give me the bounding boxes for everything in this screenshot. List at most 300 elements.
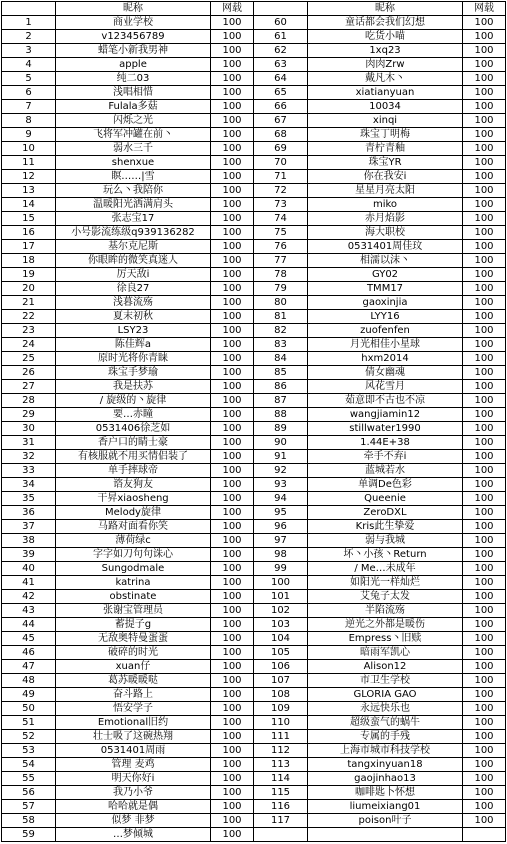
index-cell-left: 48 (2, 674, 56, 688)
nickname-cell-right: 肉肉Zrw (308, 58, 463, 72)
table-row (2, 688, 506, 702)
value-cell-right: 100 (463, 268, 506, 282)
nickname-cell-right: 星星月亮太阳 (308, 184, 463, 198)
nickname-cell-left: 珠宝手梦瑜 (56, 366, 211, 380)
header-cell-value-right: 网载 (463, 2, 506, 16)
nickname-cell-right: 赤月焰影 (308, 212, 463, 226)
value-cell-left: 100 (211, 282, 254, 296)
index-cell-left: 9 (2, 128, 56, 142)
value-cell-left: 100 (211, 296, 254, 310)
value-cell-left: 100 (211, 198, 254, 212)
value-cell-left: 100 (211, 758, 254, 772)
index-cell-right: 97 (254, 534, 308, 548)
table-row (2, 534, 506, 548)
nickname-cell-left: 马路对面看你笑 (56, 520, 211, 534)
table-row (2, 800, 506, 814)
nickname-cell-left: katrina (56, 576, 211, 590)
table-row (2, 772, 506, 786)
index-cell-right: 88 (254, 408, 308, 422)
value-cell-right: 100 (463, 212, 506, 226)
nickname-cell-left: 蓄提子g (56, 618, 211, 632)
value-cell-right: 100 (463, 254, 506, 268)
table-row (2, 828, 506, 842)
nickname-cell-left: 要…赤瞳 (56, 408, 211, 422)
nickname-cell-left: obstinate (56, 590, 211, 604)
table-row (2, 226, 506, 240)
index-cell-right: 86 (254, 380, 308, 394)
value-cell-left: 100 (211, 464, 254, 478)
nickname-cell-left: 浅唱相惜 (56, 86, 211, 100)
nickname-cell-right: miko (308, 198, 463, 212)
table-row (2, 492, 506, 506)
nickname-cell-right: 暗雨军凯心 (308, 646, 463, 660)
index-cell-left: 18 (2, 254, 56, 268)
nickname-cell-right: 单调De色彩 (308, 478, 463, 492)
index-cell-left: 49 (2, 688, 56, 702)
value-cell-left: 100 (211, 352, 254, 366)
value-cell-right: 100 (463, 744, 506, 758)
value-cell-left: 100 (211, 576, 254, 590)
table-row (2, 58, 506, 72)
index-cell-right: 65 (254, 86, 308, 100)
nickname-cell-left: 陈佳辉a (56, 338, 211, 352)
index-cell-left: 45 (2, 632, 56, 646)
value-cell-right: 100 (463, 30, 506, 44)
value-cell-left: 100 (211, 450, 254, 464)
value-cell-left: 100 (211, 492, 254, 506)
index-cell-right: 72 (254, 184, 308, 198)
value-cell-right: 100 (463, 576, 506, 590)
value-cell-left: 100 (211, 436, 254, 450)
nickname-cell-left: 哈哈就是偶 (56, 800, 211, 814)
nickname-cell-right: ZeroDXL (308, 506, 463, 520)
index-cell-right: 116 (254, 800, 308, 814)
index-cell-right: 61 (254, 30, 308, 44)
nickname-cell-left: 香户口的睛士豪 (56, 436, 211, 450)
nickname-cell-right: 如阳光一样灿烂 (308, 576, 463, 590)
index-cell-left: 44 (2, 618, 56, 632)
value-cell-right: 100 (463, 520, 506, 534)
value-cell-left: 100 (211, 702, 254, 716)
index-cell-left: 54 (2, 758, 56, 772)
nickname-cell-left: 蜡笔小新我男神 (56, 44, 211, 58)
nickname-cell-left: 谘友狗友 (56, 478, 211, 492)
nickname-cell-left: 浅暮流殇 (56, 296, 211, 310)
index-cell-right: 83 (254, 338, 308, 352)
nickname-cell-left: Sungodmale (56, 562, 211, 576)
nickname-cell-left: 厉天敌i (56, 268, 211, 282)
nickname-cell-left: 奋斗路上 (56, 688, 211, 702)
index-cell-right: 69 (254, 142, 308, 156)
nickname-cell-right: Queenie (308, 492, 463, 506)
value-cell-left: 100 (211, 338, 254, 352)
index-cell-right: 67 (254, 114, 308, 128)
index-cell-right: 91 (254, 450, 308, 464)
nickname-cell-right: wangjiamin12 (308, 408, 463, 422)
table-row (2, 72, 506, 86)
index-cell-right: 77 (254, 254, 308, 268)
table-row (2, 16, 506, 30)
nickname-cell-right: 10034 (308, 100, 463, 114)
index-cell-right: 110 (254, 716, 308, 730)
index-cell-right: 78 (254, 268, 308, 282)
nickname-cell-left: 商业学校 (56, 16, 211, 30)
index-cell-left: 6 (2, 86, 56, 100)
value-cell-right: 100 (463, 548, 506, 562)
value-cell-left: 100 (211, 828, 254, 842)
value-cell-right: 100 (463, 114, 506, 128)
value-cell-right: 100 (463, 72, 506, 86)
nickname-cell-left: 0531406徐芝如 (56, 422, 211, 436)
nickname-cell-left: 单手摔球帝 (56, 464, 211, 478)
index-cell-right: 101 (254, 590, 308, 604)
value-cell-right: 100 (463, 184, 506, 198)
index-cell-right: 94 (254, 492, 308, 506)
value-cell-left: 100 (211, 156, 254, 170)
nickname-cell-left: LSY23 (56, 324, 211, 338)
value-cell-left: 100 (211, 240, 254, 254)
value-cell-right: 100 (463, 436, 506, 450)
table-body (2, 2, 506, 842)
table-row (2, 590, 506, 604)
index-cell-left: 37 (2, 520, 56, 534)
value-cell-left: 100 (211, 226, 254, 240)
nickname-cell-right: xiatianyuan (308, 86, 463, 100)
value-cell-right: 100 (463, 492, 506, 506)
nickname-cell-left: 壮士吸了这碗热翔 (56, 730, 211, 744)
nickname-cell-right: 0531401周佳玟 (308, 240, 463, 254)
value-cell-left: 100 (211, 310, 254, 324)
nickname-cell-right: 海大职校 (308, 226, 463, 240)
index-cell-left: 50 (2, 702, 56, 716)
value-cell-left: 100 (211, 660, 254, 674)
value-cell-right: 100 (463, 618, 506, 632)
index-cell-right: 81 (254, 310, 308, 324)
value-cell-left: 100 (211, 520, 254, 534)
nickname-cell-right: 蓝城若水 (308, 464, 463, 478)
header-cell-nickname-left: 昵称 (56, 2, 211, 16)
value-cell-right: 100 (463, 688, 506, 702)
index-cell-right: 79 (254, 282, 308, 296)
index-cell-right: 87 (254, 394, 308, 408)
table-row (2, 758, 506, 772)
nickname-cell-left: 你眼眸的微笑真迷人 (56, 254, 211, 268)
nickname-cell-left: 闪烁之光 (56, 114, 211, 128)
table-row (2, 296, 506, 310)
nickname-cell-right: 咖啡匙卜怀想 (308, 786, 463, 800)
nickname-cell-left: 我乃小爷 (56, 786, 211, 800)
nickname-cell-left: xuan仔 (56, 660, 211, 674)
header-cell-nickname-right: 昵称 (308, 2, 463, 16)
index-cell-right: 73 (254, 198, 308, 212)
value-cell-right: 100 (463, 156, 506, 170)
value-cell-right: 100 (463, 44, 506, 58)
value-cell-right: 100 (463, 296, 506, 310)
index-cell-left: 15 (2, 212, 56, 226)
value-cell-right: 100 (463, 282, 506, 296)
index-cell-right: 112 (254, 744, 308, 758)
value-cell-left: 100 (211, 58, 254, 72)
nickname-cell-left: 管理 麦鸡 (56, 758, 211, 772)
index-cell-left: 12 (2, 170, 56, 184)
index-cell-left: 20 (2, 282, 56, 296)
index-cell-right: 107 (254, 674, 308, 688)
nickname-cell-left: / 旋级的丶旋律 (56, 394, 211, 408)
index-cell-left: 21 (2, 296, 56, 310)
nickname-cell-left: 我是扶苏 (56, 380, 211, 394)
index-cell-left: 7 (2, 100, 56, 114)
nickname-cell-right: 艾兔子太发 (308, 590, 463, 604)
index-cell-left: 35 (2, 492, 56, 506)
nickname-cell-left: 纯二03 (56, 72, 211, 86)
index-cell-right: 100 (254, 576, 308, 590)
index-cell-right: 60 (254, 16, 308, 30)
index-cell-right: 109 (254, 702, 308, 716)
index-cell-right: 106 (254, 660, 308, 674)
value-cell-right: 100 (463, 422, 506, 436)
nickname-cell-right: 童话都会我们幻想 (308, 16, 463, 30)
index-cell-left: 10 (2, 142, 56, 156)
value-cell-left: 100 (211, 688, 254, 702)
index-cell-right: 93 (254, 478, 308, 492)
value-cell-left: 100 (211, 674, 254, 688)
value-cell-left: 100 (211, 170, 254, 184)
index-cell-right: 103 (254, 618, 308, 632)
table-row (2, 380, 506, 394)
nickname-cell-right: xinqi (308, 114, 463, 128)
index-cell-right: 80 (254, 296, 308, 310)
value-cell-right: 100 (463, 366, 506, 380)
index-cell-right: 90 (254, 436, 308, 450)
value-cell-left: 100 (211, 44, 254, 58)
table-row (2, 660, 506, 674)
index-cell-right: 105 (254, 646, 308, 660)
table-row (2, 156, 506, 170)
index-cell-right: 66 (254, 100, 308, 114)
value-cell-left: 100 (211, 632, 254, 646)
nickname-cell-right: 1.44E+38 (308, 436, 463, 450)
value-cell-right: 100 (463, 604, 506, 618)
index-cell-left: 5 (2, 72, 56, 86)
index-cell-left: 47 (2, 660, 56, 674)
value-cell-right: 100 (463, 142, 506, 156)
table-row (2, 562, 506, 576)
table-row (2, 506, 506, 520)
value-cell-right: 100 (463, 716, 506, 730)
value-cell-right: 100 (463, 534, 506, 548)
header-cell-index-left (2, 2, 56, 16)
index-cell-left: 1 (2, 16, 56, 30)
index-cell-right: 82 (254, 324, 308, 338)
nickname-cell-left: 玩么丶我陪你 (56, 184, 211, 198)
nickname-cell-right: 相濡以沫丶 (308, 254, 463, 268)
nickname-cell-right: 青柠青釉 (308, 142, 463, 156)
table-row (2, 212, 506, 226)
nickname-cell-left: 干昇xiaosheng (56, 492, 211, 506)
nickname-cell-right: LYY16 (308, 310, 463, 324)
index-cell-left: 33 (2, 464, 56, 478)
nickname-cell-right: Alison12 (308, 660, 463, 674)
index-cell-left: 53 (2, 744, 56, 758)
value-cell-left: 100 (211, 366, 254, 380)
table-row (2, 464, 506, 478)
nickname-cell-right: Kris此生挚爱 (308, 520, 463, 534)
value-cell-right: 100 (463, 464, 506, 478)
table-row (2, 44, 506, 58)
index-cell-left: 36 (2, 506, 56, 520)
index-cell-right: 64 (254, 72, 308, 86)
nickname-cell-left: apple (56, 58, 211, 72)
index-cell-right: 75 (254, 226, 308, 240)
nickname-cell-right: 月光相佳小星球 (308, 338, 463, 352)
index-cell-right: 98 (254, 548, 308, 562)
index-cell-right: 96 (254, 520, 308, 534)
nickname-cell-left: 弱水三千 (56, 142, 211, 156)
nickname-cell-right: 牵手不弃i (308, 450, 463, 464)
value-cell-left: 100 (211, 212, 254, 226)
index-cell-left: 46 (2, 646, 56, 660)
nickname-cell-right: TMM17 (308, 282, 463, 296)
nickname-cell-left: 飞将军冲罐在前丶 (56, 128, 211, 142)
table-row (2, 436, 506, 450)
nickname-cell-right (308, 828, 463, 842)
value-cell-left: 100 (211, 254, 254, 268)
nickname-cell-right: 市卫生学校 (308, 674, 463, 688)
nickname-cell-right: 戴凡木丶 (308, 72, 463, 86)
value-cell-left: 100 (211, 394, 254, 408)
nickname-cell-right: 茹意即不古也不凉 (308, 394, 463, 408)
index-cell-left: 4 (2, 58, 56, 72)
table-row (2, 366, 506, 380)
value-cell-left: 100 (211, 478, 254, 492)
value-cell-right: 100 (463, 814, 506, 828)
nickname-cell-left: 似梦 非梦 (56, 814, 211, 828)
header-cell-value-left: 网载 (211, 2, 254, 16)
value-cell-left: 100 (211, 142, 254, 156)
table-row (2, 674, 506, 688)
nickname-cell-left: 瞑……|雪 (56, 170, 211, 184)
index-cell-right: 76 (254, 240, 308, 254)
value-cell-right: 100 (463, 506, 506, 520)
nickname-cell-left: 0531401周雨 (56, 744, 211, 758)
value-cell-right: 100 (463, 394, 506, 408)
index-cell-right: 62 (254, 44, 308, 58)
table-row (2, 142, 506, 156)
nickname-cell-left: Emotional旧约 (56, 716, 211, 730)
index-cell-right: 102 (254, 604, 308, 618)
value-cell-right: 100 (463, 632, 506, 646)
value-cell-left: 100 (211, 562, 254, 576)
value-cell-right: 100 (463, 198, 506, 212)
value-cell-right: 100 (463, 58, 506, 72)
nickname-cell-right: 上海市城市科技学校 (308, 744, 463, 758)
nickname-cell-right: 你在我安i (308, 170, 463, 184)
value-cell-left: 100 (211, 506, 254, 520)
index-cell-left: 27 (2, 380, 56, 394)
nickname-cell-right: 半陷流殇 (308, 604, 463, 618)
value-cell-right: 100 (463, 352, 506, 366)
value-cell-left: 100 (211, 772, 254, 786)
table-row (2, 324, 506, 338)
value-cell-left: 100 (211, 408, 254, 422)
index-cell-right (254, 828, 308, 842)
value-cell-right: 100 (463, 170, 506, 184)
index-cell-right: 84 (254, 352, 308, 366)
index-cell-left: 34 (2, 478, 56, 492)
value-cell-left: 100 (211, 72, 254, 86)
value-cell-left: 100 (211, 534, 254, 548)
table-row (2, 744, 506, 758)
index-cell-right: 99 (254, 562, 308, 576)
table-row (2, 576, 506, 590)
value-cell-right: 100 (463, 590, 506, 604)
nickname-cell-right: poison叶子 (308, 814, 463, 828)
nickname-cell-left: 字字如刀句句诛心 (56, 548, 211, 562)
nickname-cell-right: gaoxinjia (308, 296, 463, 310)
nickname-cell-left: 无敌奥特曼蛋蛋 (56, 632, 211, 646)
value-cell-right: 100 (463, 660, 506, 674)
nickname-cell-right: 永远快乐也 (308, 702, 463, 716)
spreadsheet-table (1, 1, 506, 842)
value-cell-right: 100 (463, 674, 506, 688)
value-cell-left: 100 (211, 422, 254, 436)
nickname-cell-left: 薄荷绿c (56, 534, 211, 548)
index-cell-left: 25 (2, 352, 56, 366)
index-cell-right: 115 (254, 786, 308, 800)
nickname-cell-right: Empress丶旧赎 (308, 632, 463, 646)
index-cell-right: 108 (254, 688, 308, 702)
index-cell-left: 8 (2, 114, 56, 128)
value-cell-left: 100 (211, 548, 254, 562)
value-cell-right: 100 (463, 240, 506, 254)
index-cell-left: 2 (2, 30, 56, 44)
table-row (2, 478, 506, 492)
index-cell-right: 113 (254, 758, 308, 772)
table-row (2, 86, 506, 100)
nickname-cell-right: gaojinhao13 (308, 772, 463, 786)
nickname-cell-left: …梦倾城 (56, 828, 211, 842)
table-row (2, 128, 506, 142)
value-cell-left: 100 (211, 744, 254, 758)
value-cell-left: 100 (211, 100, 254, 114)
index-cell-left: 39 (2, 548, 56, 562)
value-cell-right: 100 (463, 338, 506, 352)
value-cell-right: 100 (463, 16, 506, 30)
index-cell-left: 42 (2, 590, 56, 604)
nickname-cell-right: 吃货小喵 (308, 30, 463, 44)
index-cell-left: 58 (2, 814, 56, 828)
nickname-cell-right: / Me…未成年 (308, 562, 463, 576)
value-cell-left: 100 (211, 646, 254, 660)
value-cell-left: 100 (211, 604, 254, 618)
nickname-cell-right: liumeixiang01 (308, 800, 463, 814)
table-row (2, 604, 506, 618)
nickname-cell-right: hxm2014 (308, 352, 463, 366)
value-cell-left: 100 (211, 16, 254, 30)
nickname-cell-left: Fulala多菇 (56, 100, 211, 114)
index-cell-right: 68 (254, 128, 308, 142)
nickname-cell-left: 明天你好i (56, 772, 211, 786)
index-cell-right: 70 (254, 156, 308, 170)
header-row (2, 2, 506, 16)
table-row (2, 170, 506, 184)
nickname-cell-left: 基尔克尼斯 (56, 240, 211, 254)
nickname-cell-right: GY02 (308, 268, 463, 282)
table-row (2, 786, 506, 800)
table-row (2, 100, 506, 114)
index-cell-left: 11 (2, 156, 56, 170)
index-cell-left: 26 (2, 366, 56, 380)
